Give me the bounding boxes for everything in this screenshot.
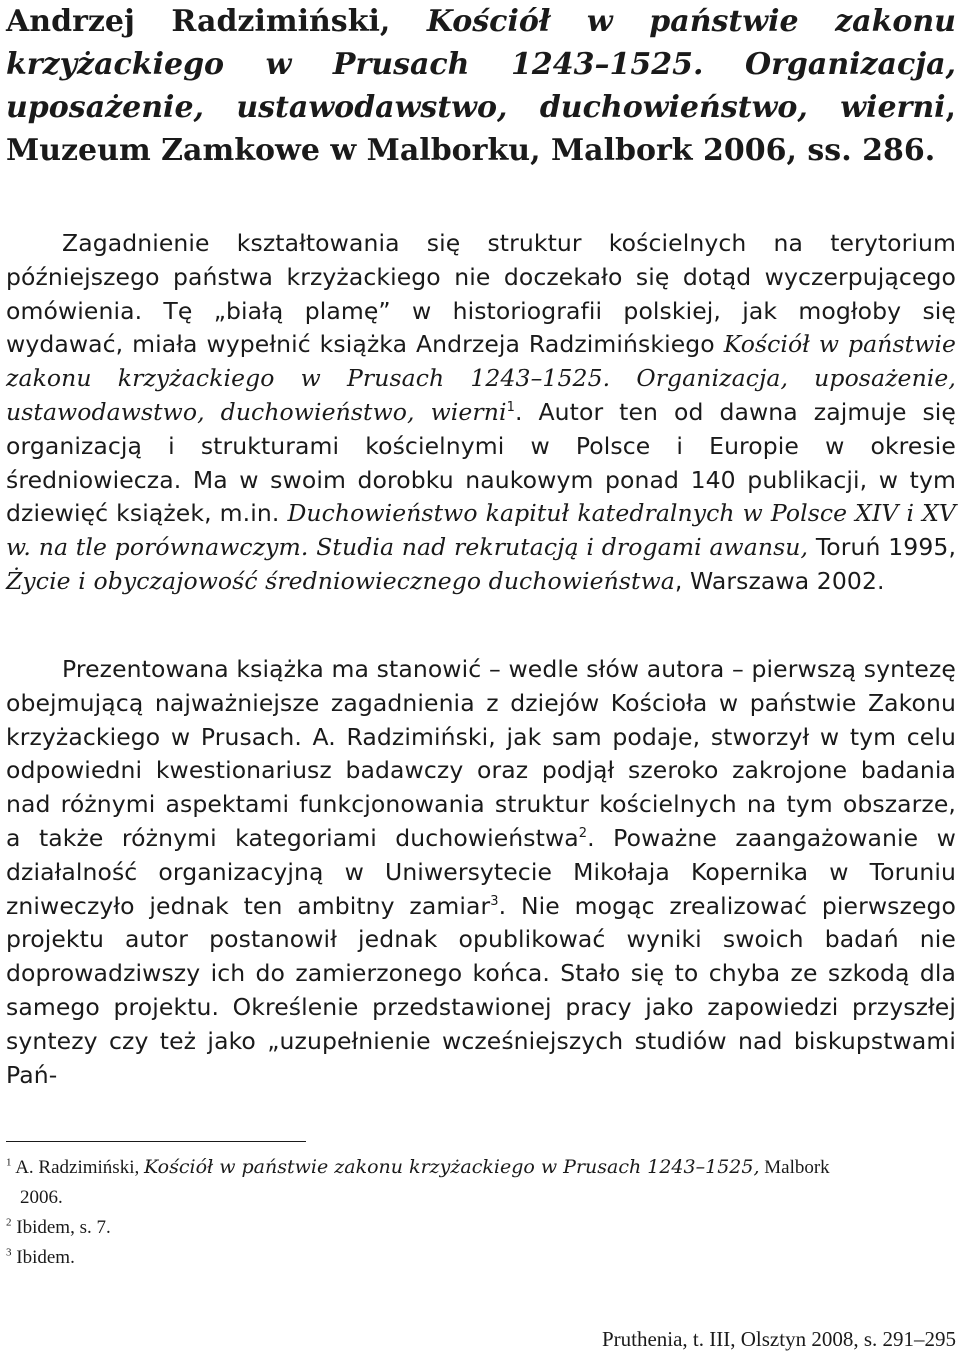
review-page — [6, 0, 957, 1268]
footnote-ref-1[interactable]: 1 — [506, 400, 515, 416]
footnote-3-number: 3 — [6, 1246, 12, 1259]
paragraph-2-text-a: Prezentowana książka ma stanowić – wedle słów autora – pierwszą syntezę obejmującą najważniejsze zagadnienia z dziejów Kościoła w państwie Zakonu krzyżackiego w Prusach. A. Radzimiński, jak sam podaje, stworzył w tym celu odpowiedni kwestionariusz badawczy oraz podjął szeroko zakrojone badania nad różnymi aspektami funkcjonowania struktur kościelnych na tym obszarze, a także różnymi kategoriami duchowieństwa — [6, 655, 956, 852]
header-publisher: , Muzeum Zamkowe w Malborku, Malbork 2006, ss. 286. — [6, 90, 956, 168]
footnote-2-number: 2 — [6, 1216, 12, 1229]
footnote-1 — [6, 1152, 956, 1183]
paragraph-1-work-title-1: Duchowieństwo kapituł katedralnych w Polsce XIV i XV w. na tle porównawczym. Studia nad rekrutacją i drogami awansu, — [6, 499, 957, 562]
footnote-1-title: Kościół w państwie zakonu krzyżackiego w Prusach 1243–1525, — [143, 1156, 760, 1178]
header-book-title: Kościół w państwie zakonu krzyżackiego w Prusach 1243–1525. Organizacja, uposażenie, ustawodawstwo, duchowieństwo, wierni — [6, 4, 956, 125]
footnote-1-continuation: 2006. — [20, 1187, 63, 1208]
footnote-2 — [6, 1213, 956, 1243]
footnote-divider — [6, 1141, 306, 1142]
footnote-3 — [6, 1243, 956, 1273]
footnote-1-number: 1 — [6, 1156, 12, 1169]
footnote-1-place: Malbork — [759, 1157, 830, 1178]
paragraph-2-text-c: . Nie mogąc zrealizować pierwszego projektu autor postanowił jednak opublikować wyniki swoich badań nie doprowadziwszy ich do zamierzonego końca. Stało się to chyba ze szkodą dla samego projektu. Określenie przedstawionej pracy jako zapowiedzi przyszłej syntezy czy też jako „uzupełnienie wcześniejszych studiów nad biskupstwami Pań- — [6, 891, 957, 1089]
paragraph-2 — [6, 653, 956, 1092]
paragraph-1-text-b: . Autor ten od dawna zajmuje się organizacją i strukturami kościelnymi w Polsce i Europie w okresie średniowiecza. Ma w swoim dorobku naukowym ponad 140 publikacji, w tym dziewięć książek, m.in. — [6, 397, 956, 528]
footnote-ref-2[interactable]: 2 — [578, 826, 588, 842]
footnote-2-text: Ibidem, s. 7. — [11, 1217, 111, 1238]
paragraph-1-text-a: Zagadnienie kształtowania się struktur kościelnych na terytorium późniejszego państwa krzyżackiego nie doczekało się dotąd wyczerpującego omówienia. Tę „białą plamę” w historiografii polskiej, jak mogłoby się wydawać, miała wypełnić książka Andrzeja Radzimińskiego — [6, 229, 956, 359]
review-header — [6, 0, 956, 172]
paragraph-1-text-c: Toruń 1995, — [808, 533, 957, 562]
paragraph-1-text-d: , Warszawa 2002. — [674, 566, 885, 595]
paragraph-1-book-title: Kościół w państwie zakonu krzyżackiego w Prusach 1243–1525. Organizacja, uposażenie, ustawodawstwo, duchowieństwo, wierni — [6, 330, 956, 426]
journal-citation: Pruthenia, t. III, Olsztyn 2008, s. 291–295 — [601, 1327, 956, 1351]
footnotes — [6, 1152, 956, 1273]
footnote-ref-3[interactable]: 3 — [490, 893, 499, 909]
paragraph-1-work-title-2: Życie i obyczajowość średniowiecznego duchowieństwa — [6, 566, 675, 595]
paragraph-2-text-b: . Poważne zaangażowanie w działalność organizacyjną w Uniwersytecie Mikołaja Kopernika w Toruniu zniweczyło jednak ten ambitny zamiar — [6, 823, 956, 920]
header-author: Andrzej Radzimiński, — [6, 4, 427, 39]
footnote-3-text: Ibidem. — [11, 1247, 75, 1268]
footnote-1-text: A. Radzimiński, — [11, 1157, 144, 1178]
paragraph-1 — [6, 227, 956, 599]
